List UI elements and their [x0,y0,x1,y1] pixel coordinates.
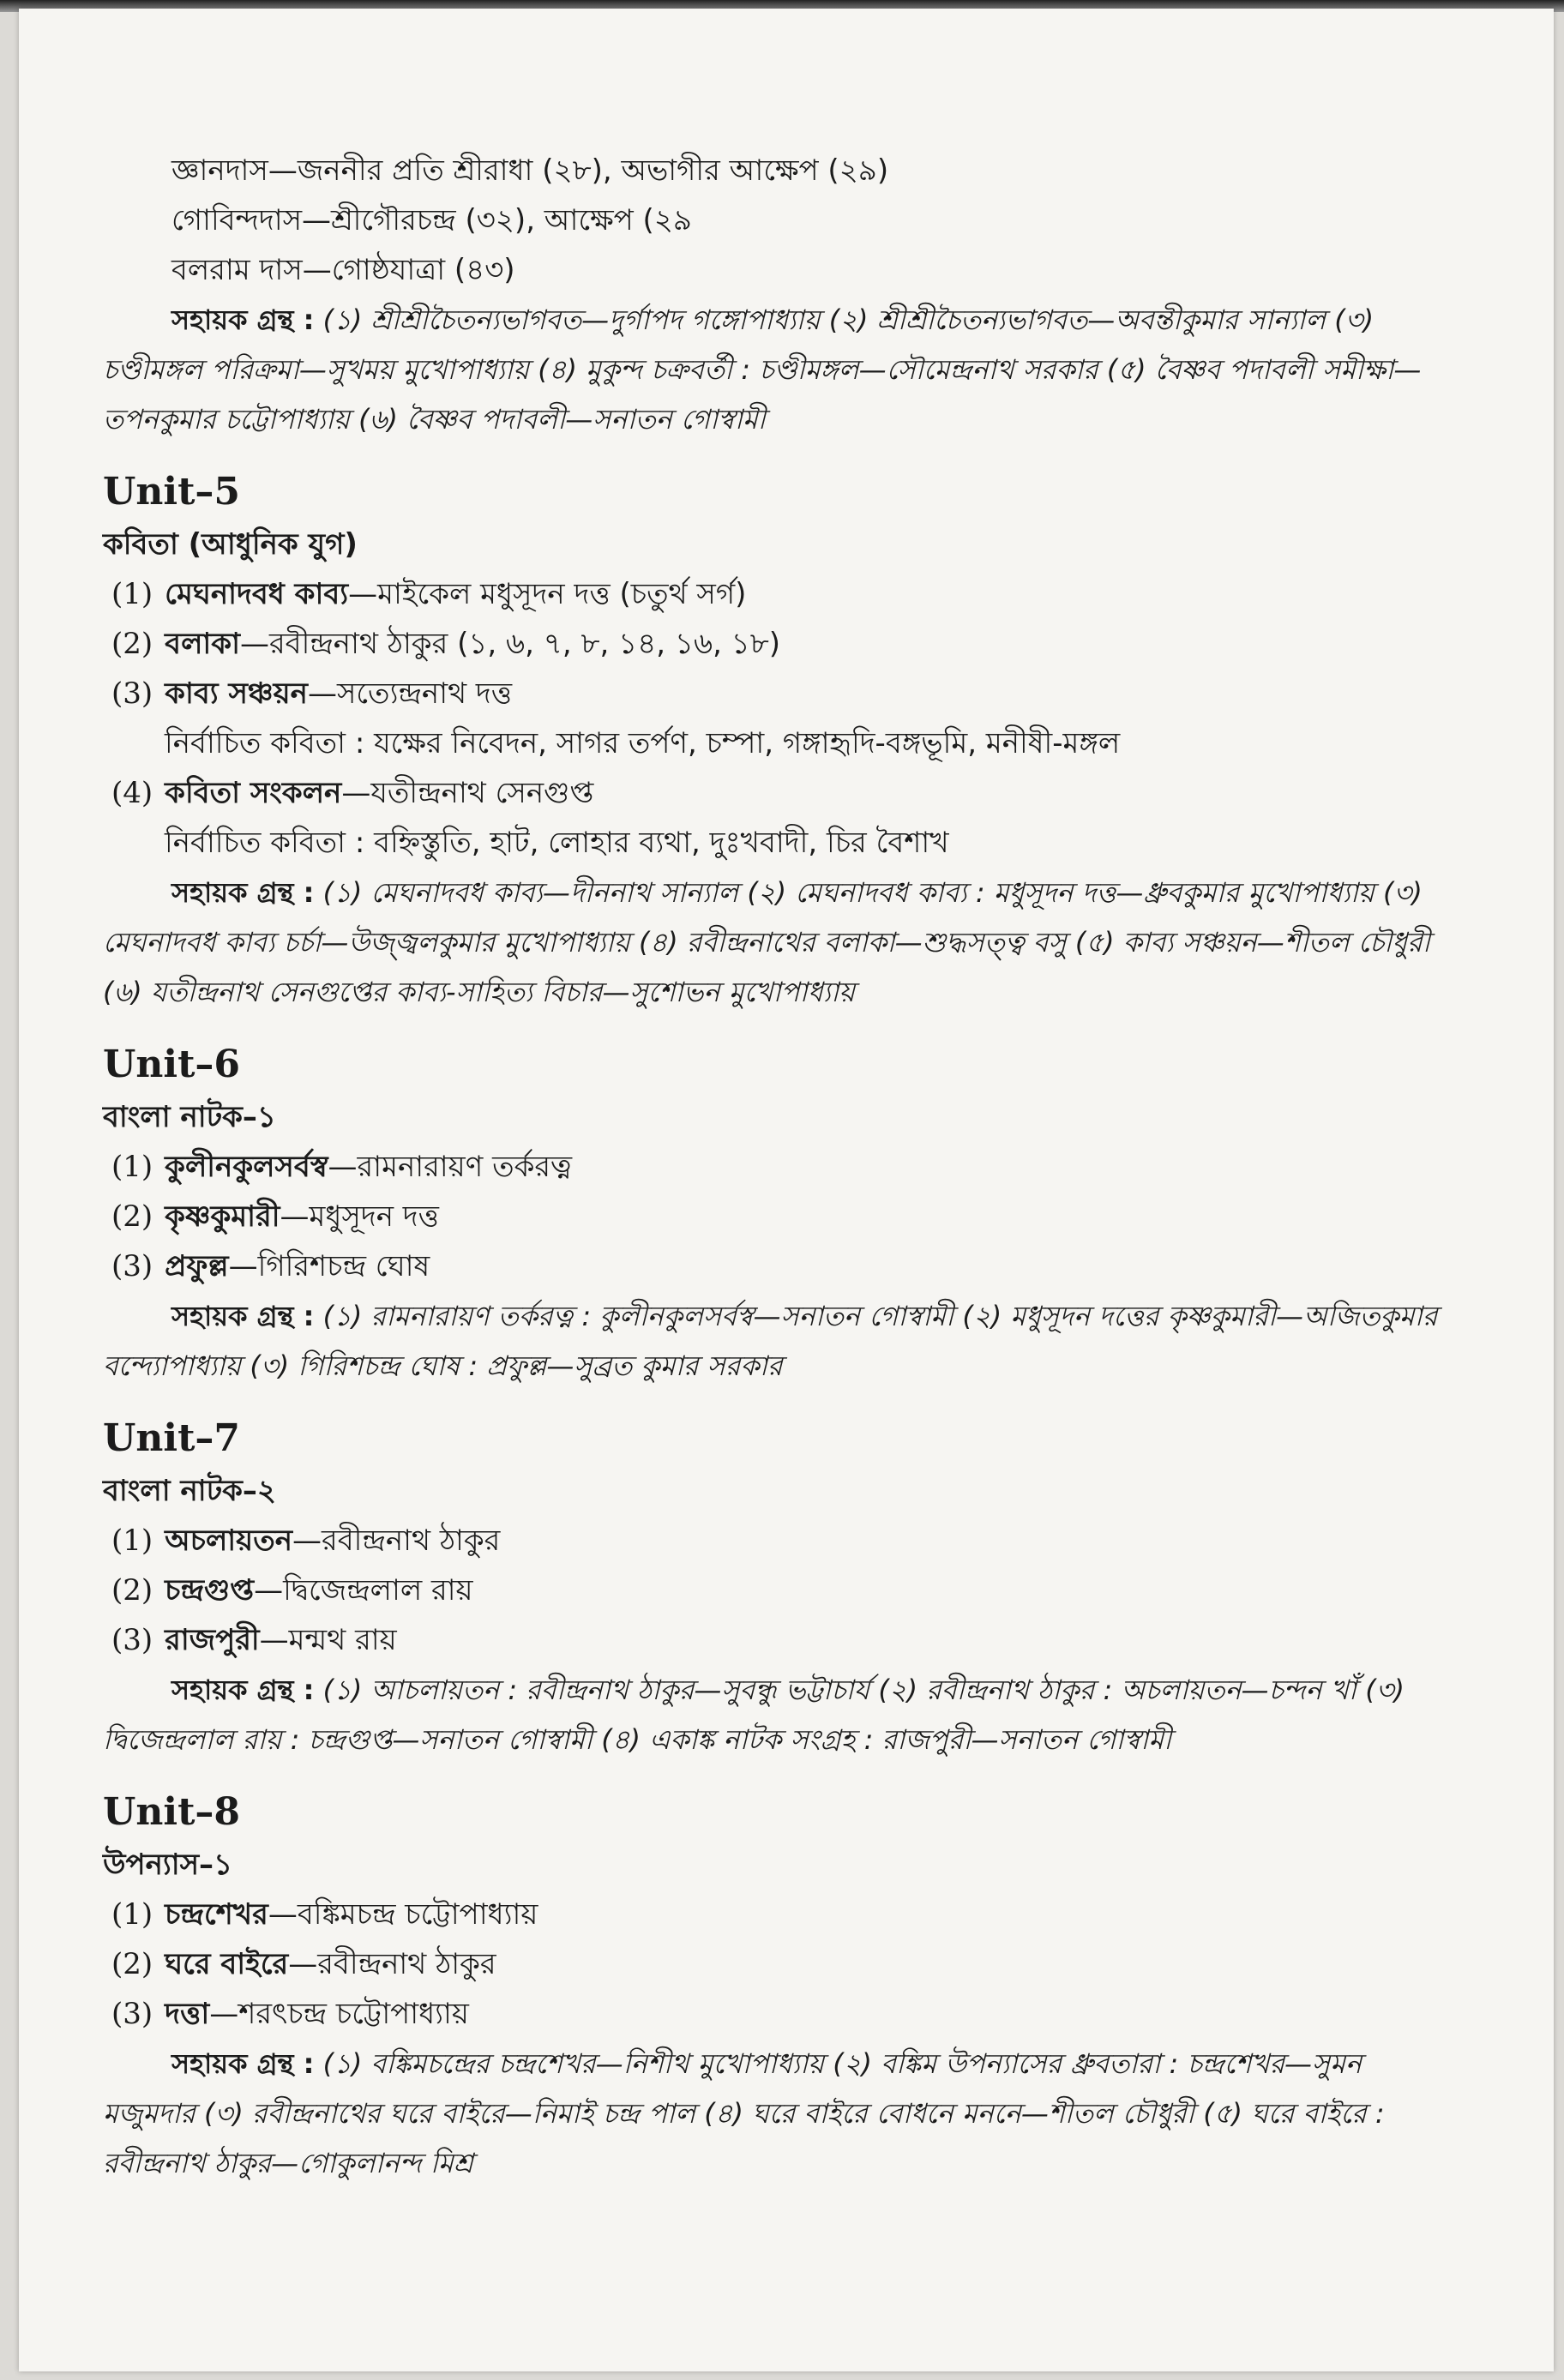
reference-text: (১) বঙ্কিমচন্দ্রের চন্দ্রশেখর—নিশীথ মুখোপাধ্যায় (২) বঙ্কিম উপন্যাসের ধ্রুবতারা : চন্দ্রশেখর—সুমন মজুমদার (৩) রবীন্দ্রনাথের ঘরে বাইরে—নিমাই চন্দ্র পাল (৪) ঘরে বাইরে বোধনে মননে—শীতল চৌধুরী (৫) ঘরে বাইরে : রবীন্দ্রনাথ ঠাকুর—গোকুলানন্দ মিশ্র [103,2047,1385,2179]
unit-subheading: কবিতা (আধুনিক যুগ) [103,527,358,562]
item-number: (1) [111,1897,153,1932]
unit-heading: Unit–5 [103,470,241,514]
reference-label: সহায়ক গ্রন্থ : [171,876,315,909]
item-author: —মধুসূদন দত্ত [280,1199,439,1234]
unit-heading: Unit–8 [103,1790,241,1834]
item-title: বলাকা [165,627,240,661]
item-author: —বঙ্কিমচন্দ্র চট্টোপাধ্যায় [268,1897,538,1932]
item-author: —রবীন্দ্রনাথ ঠাকুর [288,1947,496,1981]
item-author: —রামনারায়ণ তর্করত্ন [328,1150,573,1184]
item-title: দত্তা [165,1997,210,2031]
list-item [103,1615,1441,1665]
list-item [103,768,1441,818]
item-number: (3) [111,1623,153,1657]
item-author: —রবীন্দ্রনাথ ঠাকুর [292,1524,501,1558]
item-title: কুলীনকুলসর্বস্ব [165,1150,328,1184]
reference-label: সহায়ক গ্রন্থ : [171,1674,315,1706]
unit-heading: Unit–7 [103,1416,241,1460]
selected-poems: নির্বাচিত কবিতা : যক্ষের নিবেদন, সাগর তর্পণ, চম্পা, গঙ্গাহৃদি-বঙ্গভূমি, মনীষী-মঙ্গল [165,726,1121,760]
list-item [103,1241,1441,1291]
list-item [103,1890,1441,1939]
item-number: (4) [111,776,153,810]
item-number: (3) [111,676,153,711]
reference-books [103,1665,1441,1764]
item-number: (1) [111,577,153,611]
item-author: —যতীন্দ্রনাথ সেনগুপ্ত [341,776,594,810]
item-number: (3) [111,1249,153,1283]
reference-label: সহায়ক গ্রন্থ : [171,1300,315,1332]
unit-subheading: বাংলা নাটক–১ [103,1100,276,1134]
intro-line: গোবিন্দদাস—শ্রীগৌরচন্দ্র (৩২), আক্ষেপ (২৯ [171,203,692,237]
item-author: —মাইকেল মধুসূদন দত্ত (চতুর্থ সর্গ) [348,577,747,611]
item-number: (2) [111,1573,153,1608]
item-title: অচলায়তন [165,1524,292,1558]
selected-poems: নির্বাচিত কবিতা : বহ্নিস্তুতি, হাট, লোহার ব্যথা, দুঃখবাদী, চির বৈশাখ [165,826,949,860]
item-number: (3) [111,1997,153,2031]
intro-line: জ্ঞানদাস—জননীর প্রতি শ্রীরাধা (২৮), অভাগীর আক্ষেপ (২৯) [171,153,889,188]
item-author: —মন্মথ রায় [259,1623,397,1657]
item-title: প্রফুল্ল [165,1249,229,1283]
reference-books [103,2039,1441,2188]
reference-books [103,1291,1441,1391]
item-title: মেঘনাদবধ কাব্য [165,577,349,611]
reference-text: (১) রামনারায়ণ তর্করত্ন : কুলীনকুলসর্বস্ব—সনাতন গোস্বামী (২) মধুসূদন দত্তের কৃষ্ণকুমারী—অজিতকুমার বন্দ্যোপাধ্যায় (৩) গিরিশচন্দ্র ঘোষ : প্রফুল্ল—সুব্রত কুমার সরকার [103,1300,1438,1382]
list-item [103,1192,1441,1241]
intro-line: বলরাম দাস—গোষ্ঠযাত্রা (৪৩) [171,253,515,287]
list-item [103,669,1441,718]
reference-books [103,868,1441,1017]
list-item [103,619,1441,669]
reference-text: (১) আচলায়তন : রবীন্দ্রনাথ ঠাকুর—সুবন্ধু ভট্টাচার্য (২) রবীন্দ্রনাথ ঠাকুর : অচলায়তন—চন্দন খাঁ (৩) দ্বিজেন্দ্রলাল রায় : চন্দ্রগুপ্ত—সনাতন গোস্বামী (৪) একাঙ্ক নাটক সংগ্রহ : রাজপুরী—সনাতন গোস্বামী [103,1674,1405,1756]
list-item [103,1142,1441,1192]
item-title: কৃষ্ণকুমারী [165,1199,280,1234]
item-title: চন্দ্রগুপ্ত [165,1573,255,1608]
reference-text: (১) শ্রীশ্রীচৈতন্যভাগবত—দুর্গাপদ গঙ্গোপাধ্যায় (২) শ্রীশ্রীচৈতন্যভাগবত—অবন্তীকুমার সান্যাল (৩) চণ্ডীমঙ্গল পরিক্রমা—সুখময় মুখোপাধ্যায় (৪) মুকুন্দ চক্রবর্তী : চণ্ডীমঙ্গল—সৌমেন্দ্রনাথ সরকার (৫) বৈষ্ণব পদাবলী সমীক্ষা—তপনকুমার চট্টোপাধ্যায় (৬) বৈষ্ণব পদাবলী—সনাতন গোস্বামী [103,304,1422,436]
item-number: (1) [111,1524,153,1558]
list-item [103,569,1441,619]
item-author: —রবীন্দ্রনাথ ঠাকুর (১, ৬, ৭, ৮, ১৪, ১৬, ১৮) [239,627,781,661]
reference-text: (১) মেঘনাদবধ কাব্য—দীননাথ সান্যাল (২) মেঘনাদবধ কাব্য : মধুসূদন দত্ত—ধ্রুবকুমার মুখোপাধ্যায় (৩) মেঘনাদবধ কাব্য চর্চা—উজ্জ্বলকুমার মুখোপাধ্যায় (৪) রবীন্দ্রনাথের বলাকা—শুদ্ধসত্ত্ব বসু (৫) কাব্য সঞ্চয়ন—শীতল চৌধুরী (৬) যতীন্দ্রনাথ সেনগুপ্তের কাব্য-সাহিত্য বিচার—সুশোভন মুখোপাধ্যায় [103,876,1430,1008]
unit-subheading: বাংলা নাটক–২ [103,1474,277,1508]
list-item [103,1989,1441,2039]
item-title: কাব্য সঞ্চয়ন [165,676,308,711]
unit-heading: Unit–6 [103,1043,241,1086]
item-author: —দ্বিজেন্দ্রলাল রায় [254,1573,473,1608]
list-item [103,1566,1441,1615]
reference-label: সহায়ক গ্রন্থ : [171,2047,315,2080]
list-item [103,1516,1441,1566]
item-title: ঘরে বাইরে [165,1947,289,1981]
syllabus-content [103,146,1441,2188]
item-number: (2) [111,627,153,661]
list-item [103,1939,1441,1989]
item-title: রাজপুরী [165,1623,260,1657]
reference-label: সহায়ক গ্রন্থ : [171,304,315,336]
item-title: চন্দ্রশেখর [165,1897,268,1932]
item-number: (2) [111,1947,153,1981]
item-author: —সত্যেন্দ্রনাথ দত্ত [307,676,513,711]
item-number: (2) [111,1199,153,1234]
item-number: (1) [111,1150,153,1184]
item-author: —শরৎচন্দ্র চট্টোপাধ্যায় [209,1997,469,2031]
unit-subheading: উপন্যাস–১ [103,1848,233,1882]
item-author: —গিরিশচন্দ্র ঘোষ [228,1249,430,1283]
item-title: কবিতা সংকলন [165,776,342,810]
reference-books [103,295,1441,444]
